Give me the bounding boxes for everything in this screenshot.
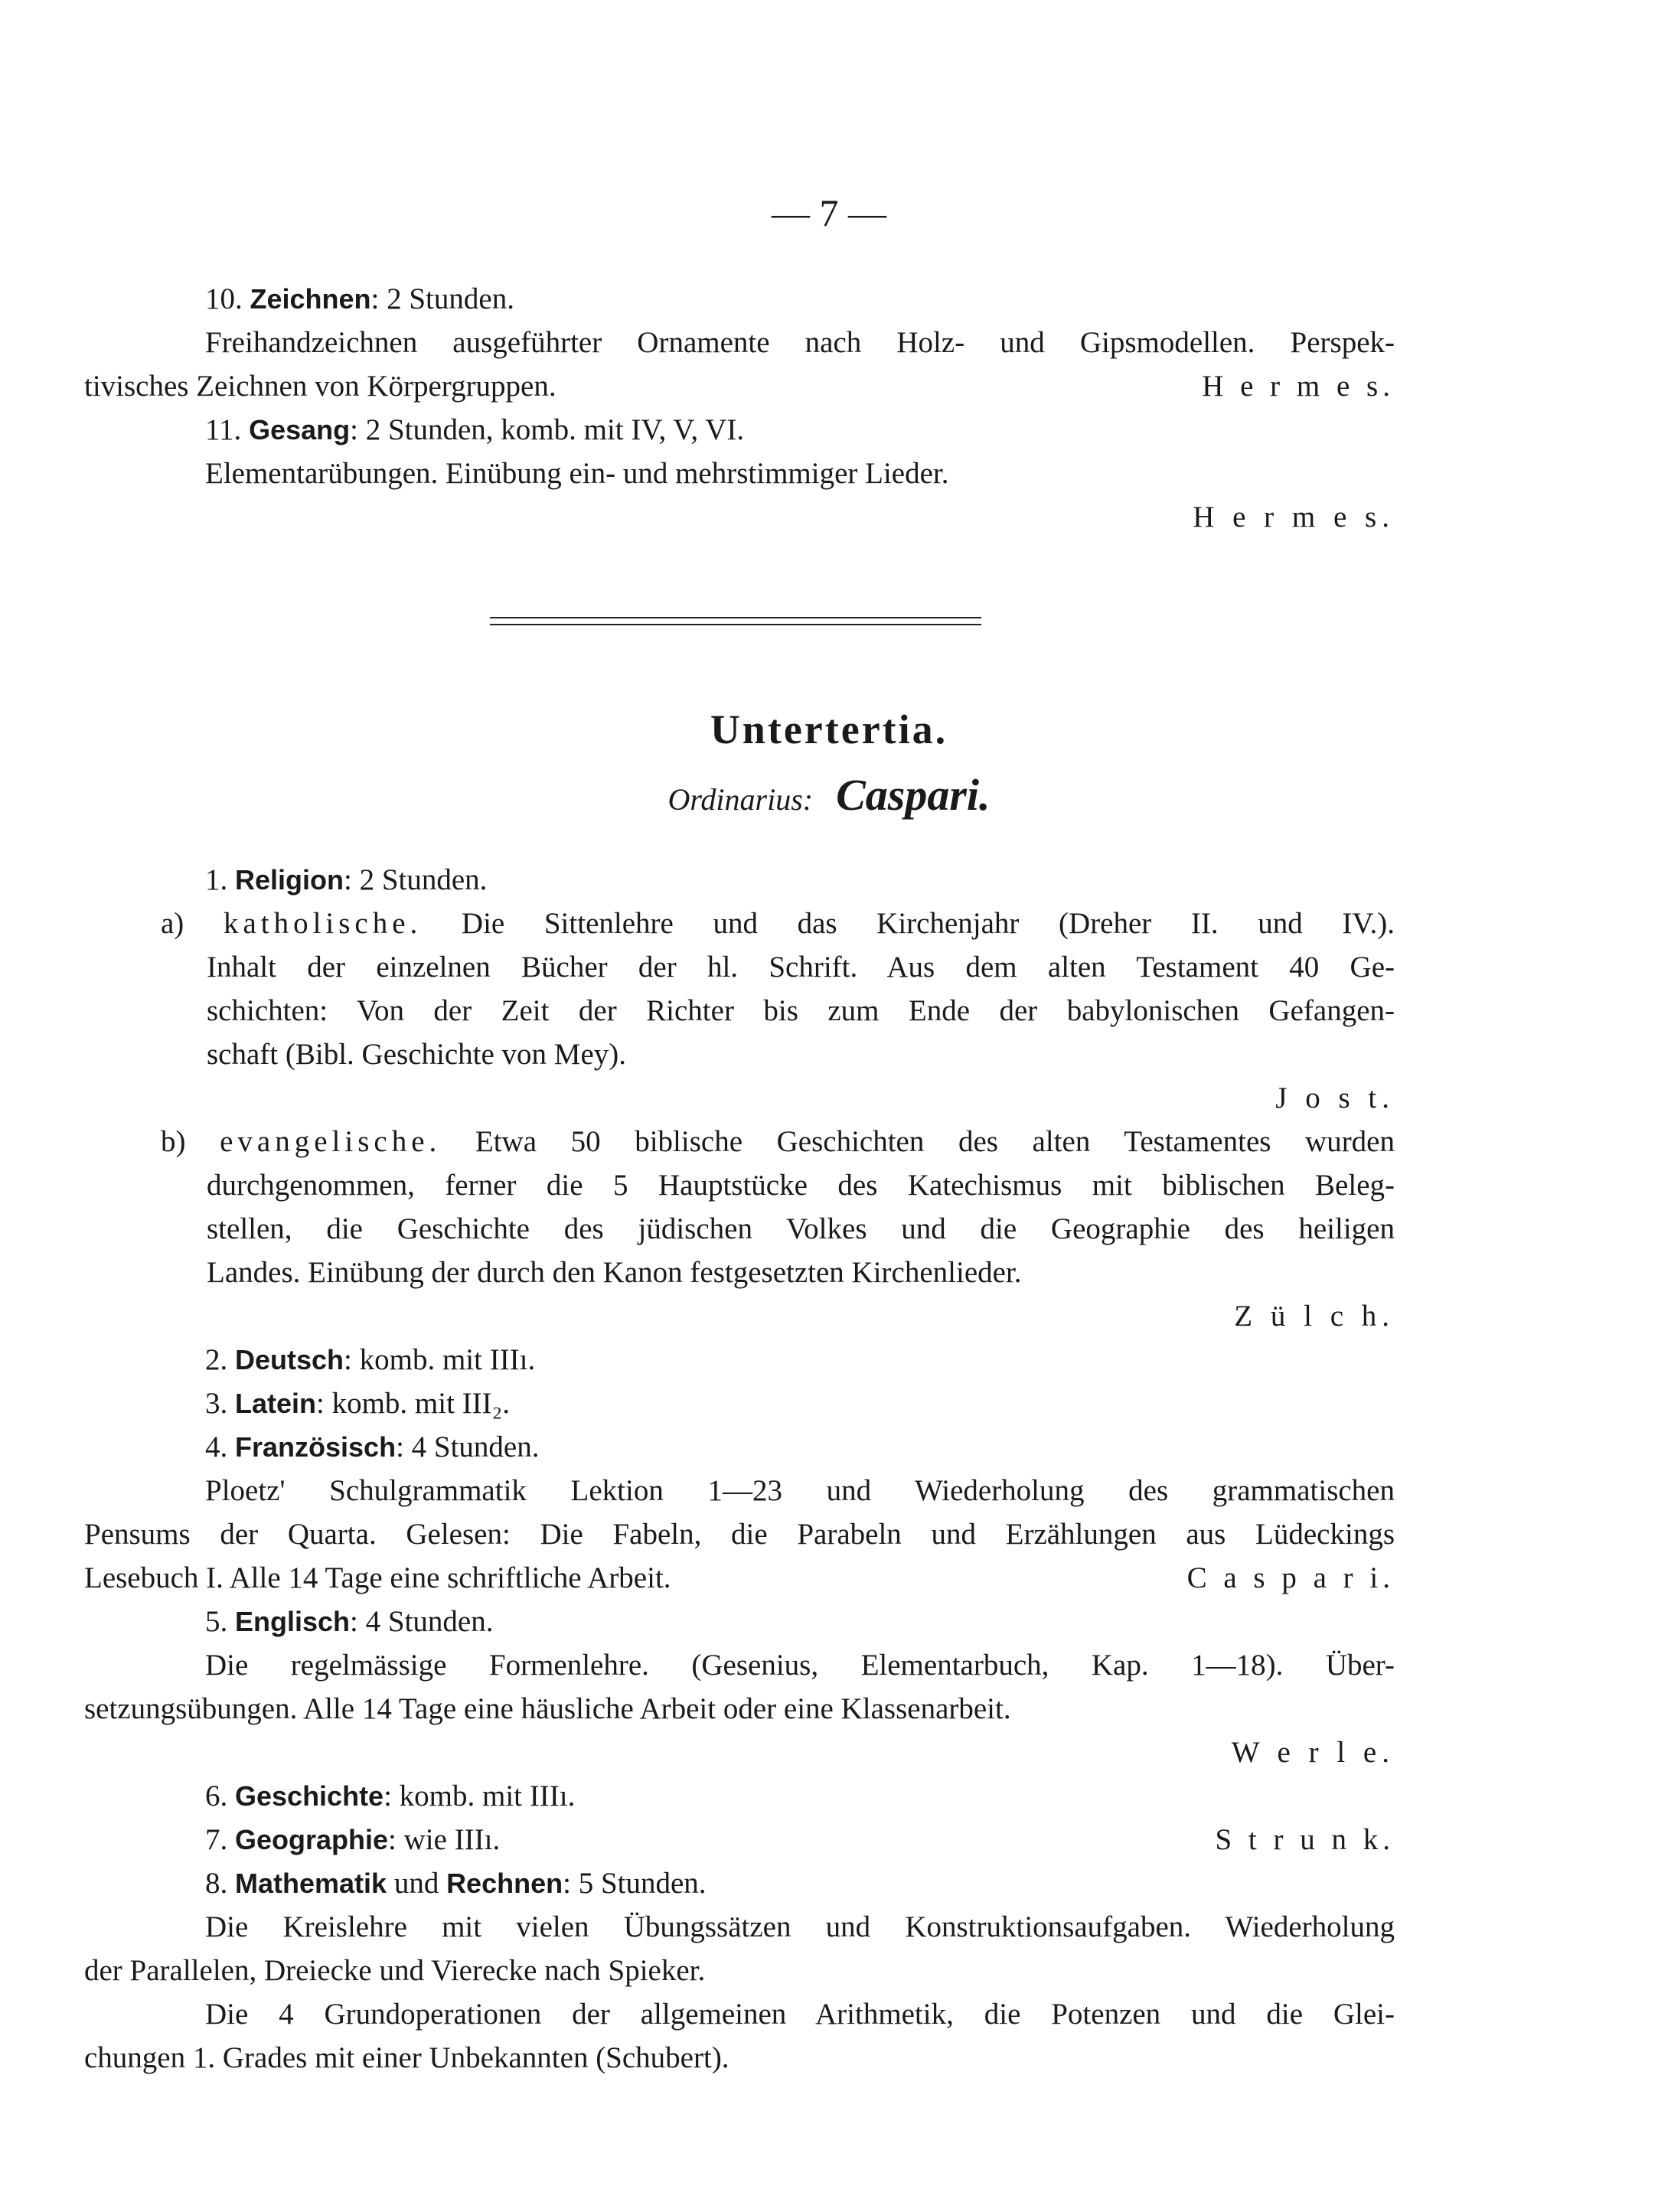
section-number: 11. [205, 413, 242, 446]
text-line-content: Die Sittenlehre und das Kirchenjahr (Dreher II. und IV.). [422, 907, 1395, 940]
section-title: Latein [235, 1388, 317, 1419]
section-hours: : wie IIIı. [388, 1823, 501, 1856]
section-divider-rule [490, 617, 981, 625]
section-heading-zeichnen [84, 277, 1395, 321]
section-title: Rechnen [446, 1868, 563, 1899]
section-title: Religion [235, 864, 344, 896]
section-heading-franzoesisch [84, 1425, 1395, 1469]
text-line: Die 4 Grundoperationen der allgemeinen Arithmetik, die Potenzen und die Glei- [205, 1998, 1395, 2031]
section-number: 7. [205, 1823, 228, 1856]
text-line: Landes. Einübung der durch den Kanon festgesetzten Kirchenlieder. [207, 1256, 1022, 1289]
class-title: Untertertia. [710, 706, 948, 752]
text-line [84, 1120, 1395, 1163]
section-number: 1. [205, 863, 228, 896]
text-line: stellen, die Geschichte des jüdischen Volkes und die Geographie des heiligen [207, 1212, 1395, 1245]
section-heading-englisch [84, 1600, 1395, 1643]
text-line: Ploetz' Schulgrammatik Lektion 1—23 und Wiederholung des grammatischen [205, 1474, 1395, 1507]
text-line: Inhalt der einzelnen Bücher der hl. Schrift. Aus dem alten Testament 40 Ge- [207, 951, 1395, 984]
top-sections [84, 277, 1395, 539]
section-title-conjunction: und [387, 1867, 447, 1900]
teacher-signature: S t r u n k. [1215, 1823, 1395, 1856]
section-hours: : 2 Stunden, komb. mit IV, V, VI. [350, 413, 745, 446]
text-line [84, 1556, 1395, 1600]
section-title: Englisch [235, 1606, 351, 1637]
text-line: Freihandzeichnen ausgeführter Ornamente nach Holz- und Gipsmodellen. Perspek- [205, 326, 1395, 359]
section-hours: : komb. mit III₂. [316, 1387, 511, 1420]
section-title: Deutsch [235, 1344, 344, 1375]
section-hours: : 5 Stunden. [563, 1867, 707, 1900]
section-heading-deutsch [84, 1338, 1395, 1382]
text-line: schaft (Bibl. Geschichte von Mey). [207, 1038, 627, 1071]
text-line-content: Etwa 50 biblische Geschichten des alten Testamentes wurden [441, 1125, 1395, 1158]
section-number: 8. [205, 1867, 228, 1900]
teacher-signature: Z ü l c h. [1234, 1300, 1395, 1333]
teacher-signature: H e r m e s. [1202, 370, 1395, 403]
ordinarius-name: Caspari. [836, 770, 991, 820]
text-line: setzungsübungen. Alle 14 Tage eine häusliche Arbeit oder eine Klassenarbeit. [84, 1692, 1011, 1725]
text-line [84, 364, 1395, 408]
ordinarius-label: Ordinarius: [667, 782, 814, 817]
section-hours: : komb. mit IIIı. [344, 1343, 536, 1376]
section-heading-gesang [84, 408, 1395, 452]
text-line [84, 902, 1395, 945]
subsection-label: a) [161, 907, 184, 940]
section-number: 10. [205, 282, 243, 315]
section-title: Zeichnen [250, 283, 371, 315]
text-line-content: tivisches Zeichnen von Körpergruppen. [84, 370, 556, 403]
text-line: Die Kreislehre mit vielen Übungssätzen und Konstruktionsaufgaben. Wiederholung [205, 1910, 1395, 1943]
section-title: Mathematik [235, 1868, 387, 1899]
section-hours: : 4 Stunden. [350, 1605, 494, 1638]
text-line: chungen 1. Grades mit einer Unbekannten (Schubert). [84, 2041, 729, 2074]
section-title: Gesang [249, 414, 351, 445]
section-number: 5. [205, 1605, 228, 1638]
section-number: 6. [205, 1780, 228, 1812]
page-number: — 7 — [772, 191, 886, 234]
text-line: schichten: Von der Zeit der Richter bis zum Ende der babylonischen Gefangen- [207, 994, 1395, 1027]
subsection-label: b) [161, 1125, 186, 1158]
text-line-content: Lesebuch I. Alle 14 Tage eine schriftliche Arbeit. [84, 1561, 671, 1594]
section-heading-geographie [84, 1818, 1395, 1861]
section-hours: : 2 Stunden. [370, 282, 514, 315]
section-title: Französisch [235, 1431, 397, 1463]
teacher-signature: C a s p a r i. [1186, 1561, 1395, 1594]
main-sections [84, 858, 1395, 2080]
teacher-signature: J o s t. [1275, 1082, 1395, 1114]
text-line: der Parallelen, Dreiecke und Vierecke nach Spieker. [84, 1954, 706, 1987]
section-hours: : 2 Stunden. [344, 863, 488, 896]
section-heading-latein [84, 1382, 1395, 1425]
section-number: 2. [205, 1343, 228, 1376]
section-title: Geographie [235, 1824, 389, 1855]
section-heading-mathematik [84, 1861, 1395, 1905]
section-heading-religion [84, 858, 1395, 902]
teacher-signature: W e r l e. [1231, 1736, 1395, 1769]
ordinarius-line [0, 770, 1658, 821]
text-line: durchgenommen, ferner die 5 Hauptstücke des Katechismus mit biblischen Beleg- [207, 1169, 1395, 1202]
section-heading-geschichte [84, 1774, 1395, 1818]
subsection-title: evangelische. [220, 1125, 442, 1158]
teacher-signature: H e r m e s. [1193, 501, 1395, 533]
text-line: Die regelmässige Formenlehre. (Gesenius, Elementarbuch, Kap. 1—18). Über- [205, 1649, 1395, 1682]
subsection-title: katholische. [223, 907, 423, 940]
section-title: Geschichte [235, 1780, 384, 1812]
section-hours: : 4 Stunden. [396, 1431, 540, 1463]
text-line: Pensums der Quarta. Gelesen: Die Fabeln, die Parabeln und Erzählungen aus Lüdeckings [84, 1518, 1395, 1551]
section-number: 3. [205, 1387, 228, 1420]
section-number: 4. [205, 1431, 228, 1463]
section-hours: : komb. mit IIIı. [383, 1780, 576, 1812]
text-line: Elementarübungen. Einübung ein- und mehrstimmiger Lieder. [205, 457, 949, 490]
